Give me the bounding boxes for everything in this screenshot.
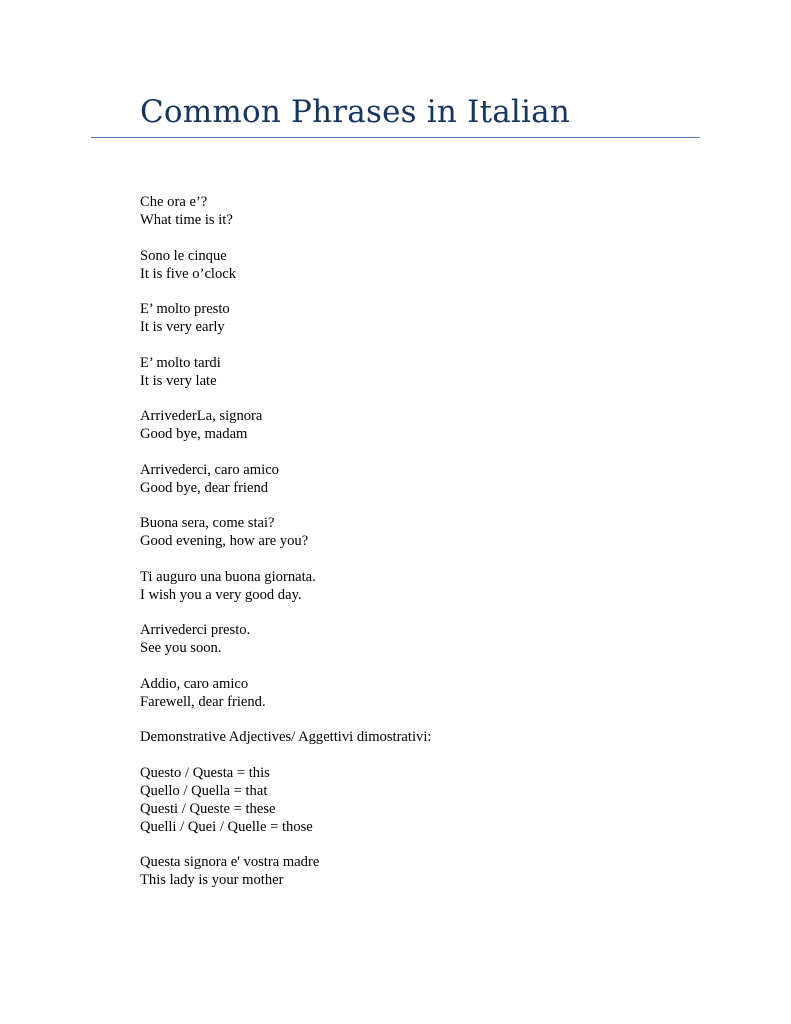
phrase-pair: [140, 461, 740, 497]
demonstrative-item: Questo / Questa = this: [140, 764, 270, 781]
phrase-pair: [140, 354, 740, 390]
phrase-pair: [140, 514, 740, 550]
italian-phrase: Sono le cinque: [140, 247, 227, 264]
english-translation: Farewell, dear friend.: [140, 693, 266, 710]
english-example: This lady is your mother: [140, 872, 284, 888]
title-underline: [91, 137, 700, 138]
italian-phrase: Buona sera, come stai?: [140, 515, 275, 531]
italian-phrase: Che ora e’?: [140, 194, 208, 210]
english-translation: It is five o’clock: [140, 265, 237, 282]
english-translation: It is very early: [140, 319, 225, 335]
demonstratives-heading: Demonstrative Adjectives/ Aggettivi dimostrativi:: [140, 729, 432, 745]
demonstratives-heading-block: [140, 728, 740, 746]
italian-phrase: Arrivederci, caro amico: [140, 461, 279, 478]
phrase-pair: [140, 247, 740, 283]
english-translation: Good bye, dear friend: [140, 479, 269, 496]
italian-phrase: Ti auguro una buona giornata.: [140, 568, 316, 585]
phrase-pair: [140, 675, 740, 711]
english-translation: What time is it?: [140, 212, 233, 228]
italian-phrase: E’ molto presto: [140, 301, 230, 317]
italian-phrase: E’ molto tardi: [140, 354, 221, 371]
italian-phrase: Arrivederci presto.: [140, 622, 251, 638]
document-body: [140, 193, 740, 907]
english-translation: It is very late: [140, 372, 217, 389]
italian-example: Questa signora e' vostra madre: [140, 854, 320, 870]
english-translation: Good bye, madam: [140, 426, 248, 442]
english-translation: Good evening, how are you?: [140, 533, 309, 549]
demonstrative-item: Quello / Quella = that: [140, 782, 268, 799]
demonstratives-list: [140, 764, 740, 836]
demonstrative-item: Questi / Queste = these: [140, 800, 276, 817]
phrase-pair: [140, 568, 740, 604]
phrase-pair: [140, 407, 740, 443]
english-translation: See you soon.: [140, 640, 222, 656]
example-sentence-pair: [140, 853, 740, 889]
page-title: Common Phrases in Italian: [140, 94, 570, 130]
english-translation: I wish you a very good day.: [140, 586, 302, 603]
phrase-pair: [140, 621, 740, 657]
phrase-pair: [140, 193, 740, 229]
phrase-pair: [140, 300, 740, 336]
italian-phrase: Addio, caro amico: [140, 675, 249, 692]
italian-phrase: ArrivederLa, signora: [140, 408, 263, 424]
demonstrative-item: Quelli / Quei / Quelle = those: [140, 818, 313, 835]
